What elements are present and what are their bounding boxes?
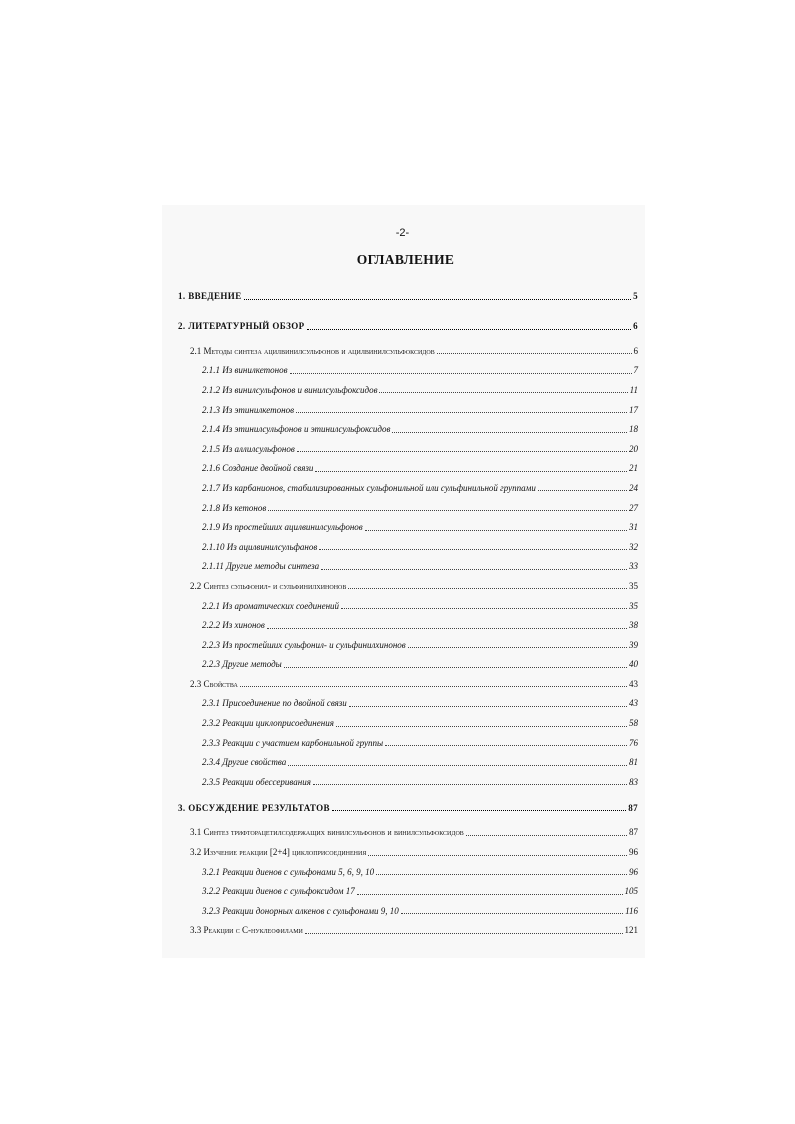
toc-entry-page: 43 xyxy=(629,678,638,689)
toc-entry-title: 2.3.3 Реакции с участием карбонильной группы xyxy=(202,737,384,748)
toc-entry-page: 81 xyxy=(629,757,638,768)
dot-leader xyxy=(368,855,627,856)
dot-leader xyxy=(290,373,632,374)
dot-leader xyxy=(307,329,632,330)
toc-entry-page: 21 xyxy=(629,463,638,474)
dot-leader xyxy=(348,588,627,589)
toc-entry-title: 2.1.1 Из винилкетонов xyxy=(202,365,288,376)
toc-entry-subsection xyxy=(178,655,638,675)
toc-entry-subsection xyxy=(178,400,638,420)
dot-leader xyxy=(336,726,627,727)
toc-entry-title: 2.1.7 Из карбанионов, стабилизированных сульфонильной или сульфинильной группами xyxy=(202,482,536,493)
toc-entry-subsection xyxy=(178,615,638,635)
toc-entry-title: 2.2.2 Из хинонов xyxy=(202,620,265,631)
toc-entry-chapter xyxy=(178,286,638,306)
toc-entry-subsection xyxy=(178,733,638,753)
toc-entry-title: 2.2.1 Из ароматических соединений xyxy=(202,600,340,611)
dot-leader xyxy=(408,647,627,648)
dot-leader xyxy=(321,569,627,570)
toc-entry-title: 2.3.2 Реакции циклоприсоединения xyxy=(202,718,334,729)
toc-entry-title: 2.2.3 Другие методы xyxy=(202,659,282,670)
toc-entry-subsection xyxy=(178,557,638,577)
toc-entry-title: 2.1.11 Другие методы синтеза xyxy=(202,561,320,572)
dot-leader xyxy=(267,628,627,629)
toc-entry-page: 17 xyxy=(629,404,638,415)
toc-entry-page: 24 xyxy=(629,482,638,493)
toc-entry-title: 2.3.1 Присоединение по двойной связи xyxy=(202,698,347,709)
dot-leader xyxy=(296,412,627,413)
dot-leader xyxy=(288,765,627,766)
toc-entry-page: 7 xyxy=(633,365,638,376)
toc-entry-page: 58 xyxy=(629,718,638,729)
toc-entry-subsection xyxy=(178,752,638,772)
dot-leader xyxy=(365,530,627,531)
dot-leader xyxy=(385,745,627,746)
toc-entry-title: 2.3 Свойства xyxy=(190,678,238,689)
dot-leader xyxy=(341,608,627,609)
dot-leader xyxy=(315,471,627,472)
dot-leader xyxy=(349,706,627,707)
dot-leader xyxy=(466,835,627,836)
toc-entry-title: 2.3.4 Другие свойства xyxy=(202,757,287,768)
dot-leader xyxy=(357,894,623,895)
toc-entry-page: 32 xyxy=(629,541,638,552)
toc-entry-title: 3.2 Изучение реакции [2+4] циклоприсоединения xyxy=(190,847,367,858)
toc-entry-page: 35 xyxy=(629,580,638,591)
toc-entry-title: 2.3.5 Реакции обессеривания xyxy=(202,776,311,787)
toc-entry-title: 2.1.10 Из ацилвинилсульфанов xyxy=(202,541,318,552)
toc-entry-section xyxy=(178,341,638,361)
dot-leader xyxy=(305,933,623,934)
toc-entry-page: 96 xyxy=(629,847,638,858)
toc-entry-page: 6 xyxy=(633,321,638,331)
dot-leader xyxy=(376,874,627,875)
toc-entry-title: 2.1.6 Создание двойной связи xyxy=(202,463,314,474)
toc-entry-subsection xyxy=(178,694,638,714)
toc-entry-title: 3.2.3 Реакции донорных алкенов с сульфонами 9, 10 xyxy=(202,905,399,916)
toc-entry-page: 76 xyxy=(629,737,638,748)
toc-entry-page: 43 xyxy=(629,698,638,709)
dot-leader xyxy=(401,913,623,914)
toc-entry-page: 40 xyxy=(629,659,638,670)
toc-entry-subsection xyxy=(178,596,638,616)
toc-entry-subsection xyxy=(178,772,638,792)
toc-entry-subsection xyxy=(178,419,638,439)
toc-entry-subsection xyxy=(178,439,638,459)
toc-entry-title: 2.1.5 Из аллилсульфонов xyxy=(202,443,295,454)
toc-entry-page: 33 xyxy=(629,561,638,572)
dot-leader xyxy=(244,299,631,300)
toc-entry-title: 2.2.3 Из простейших сульфонил- и сульфинилхинонов xyxy=(202,639,406,650)
toc-entry-subsection xyxy=(178,478,638,498)
toc-entry-section xyxy=(178,674,638,694)
toc-entry-section xyxy=(178,576,638,596)
toc-entry-subsection xyxy=(178,635,638,655)
toc-entry-chapter xyxy=(178,798,638,818)
toc-entry-title: 2.1.2 Из винилсульфонов и винилсульфоксидов xyxy=(202,384,378,395)
toc-entry-section xyxy=(178,921,638,941)
page-title: ОГЛАВЛЕНИЕ xyxy=(356,252,455,267)
toc-entry-title: 2. ЛИТЕРАТУРНЫЙ ОБЗОР xyxy=(178,321,305,331)
toc-entry-subsection xyxy=(178,713,638,733)
toc-entry-page: 11 xyxy=(629,384,638,395)
toc-entry-subsection xyxy=(178,498,638,518)
dot-leader xyxy=(313,784,627,785)
toc-entry-subsection xyxy=(178,380,638,400)
dot-leader xyxy=(240,686,627,687)
table-of-contents xyxy=(178,286,638,940)
toc-entry-page: 5 xyxy=(633,291,638,301)
toc-entry-page: 105 xyxy=(624,886,638,897)
toc-entry-subsection xyxy=(178,459,638,479)
dot-leader xyxy=(379,392,627,393)
toc-entry-page: 31 xyxy=(629,522,638,533)
toc-entry-page: 96 xyxy=(629,866,638,877)
toc-entry-title: 2.1.8 Из кетонов xyxy=(202,502,267,513)
toc-entry-page: 116 xyxy=(625,905,638,916)
toc-entry-title: 3. ОБСУЖДЕНИЕ РЕЗУЛЬТАТОВ xyxy=(178,802,330,813)
toc-entry-page: 38 xyxy=(629,620,638,631)
dot-leader xyxy=(297,451,627,452)
toc-entry-page: 35 xyxy=(629,600,638,611)
toc-entry-page: 18 xyxy=(629,424,638,435)
toc-entry-subsection xyxy=(178,517,638,537)
toc-entry-page: 83 xyxy=(629,776,638,787)
toc-entry-title: 2.2 Синтез сульфонил- и сульфинилхинонов xyxy=(190,580,347,591)
toc-entry-subsection xyxy=(178,881,638,901)
toc-entry-page: 121 xyxy=(624,925,638,936)
toc-entry-title: 3.2.1 Реакции диенов с сульфонами 5, 6, 9, 10 xyxy=(202,866,375,877)
toc-entry-page: 87 xyxy=(629,827,638,838)
dot-leader xyxy=(268,510,627,511)
dot-leader xyxy=(538,490,627,491)
toc-entry-page: 87 xyxy=(628,802,638,813)
dot-leader xyxy=(319,549,627,550)
toc-entry-title: 3.2.2 Реакции диенов с сульфоксидом 17 xyxy=(202,886,355,897)
toc-entry-subsection xyxy=(178,862,638,882)
toc-entry-title: 2.1.3 Из этинилкетонов xyxy=(202,404,294,415)
toc-entry-title: 3.3 Реакции с С-нуклеофилами xyxy=(190,925,303,936)
toc-entry-title: 2.1.4 Из этинилсульфонов и этинилсульфоксидов xyxy=(202,424,391,435)
toc-entry-subsection xyxy=(178,361,638,381)
toc-entry-section xyxy=(178,842,638,862)
toc-entry-subsection xyxy=(178,537,638,557)
toc-entry-page: 20 xyxy=(629,443,638,454)
dot-leader xyxy=(284,667,627,668)
toc-entry-page: 27 xyxy=(629,502,638,513)
toc-entry-title: 2.1.9 Из простейших ацилвинилсульфонов xyxy=(202,522,363,533)
toc-entry-title: 3.1 Синтез трифторацетилсодержащих винилсульфонов и винилсульфоксидов xyxy=(190,827,464,838)
toc-entry-page: 6 xyxy=(633,345,638,356)
toc-entry-title: 1. ВВЕДЕНИЕ xyxy=(178,291,242,301)
toc-entry-chapter xyxy=(178,316,638,336)
dot-leader xyxy=(392,432,627,433)
toc-entry-section xyxy=(178,823,638,843)
toc-entry-page: 39 xyxy=(629,639,638,650)
page-number: -2- xyxy=(395,227,410,239)
toc-entry-subsection xyxy=(178,901,638,921)
toc-entry-title: 2.1 Методы синтеза ацилвинилсульфонов и ацилвинилсульфоксидов xyxy=(190,345,435,356)
dot-leader xyxy=(332,810,626,811)
dot-leader xyxy=(437,353,632,354)
